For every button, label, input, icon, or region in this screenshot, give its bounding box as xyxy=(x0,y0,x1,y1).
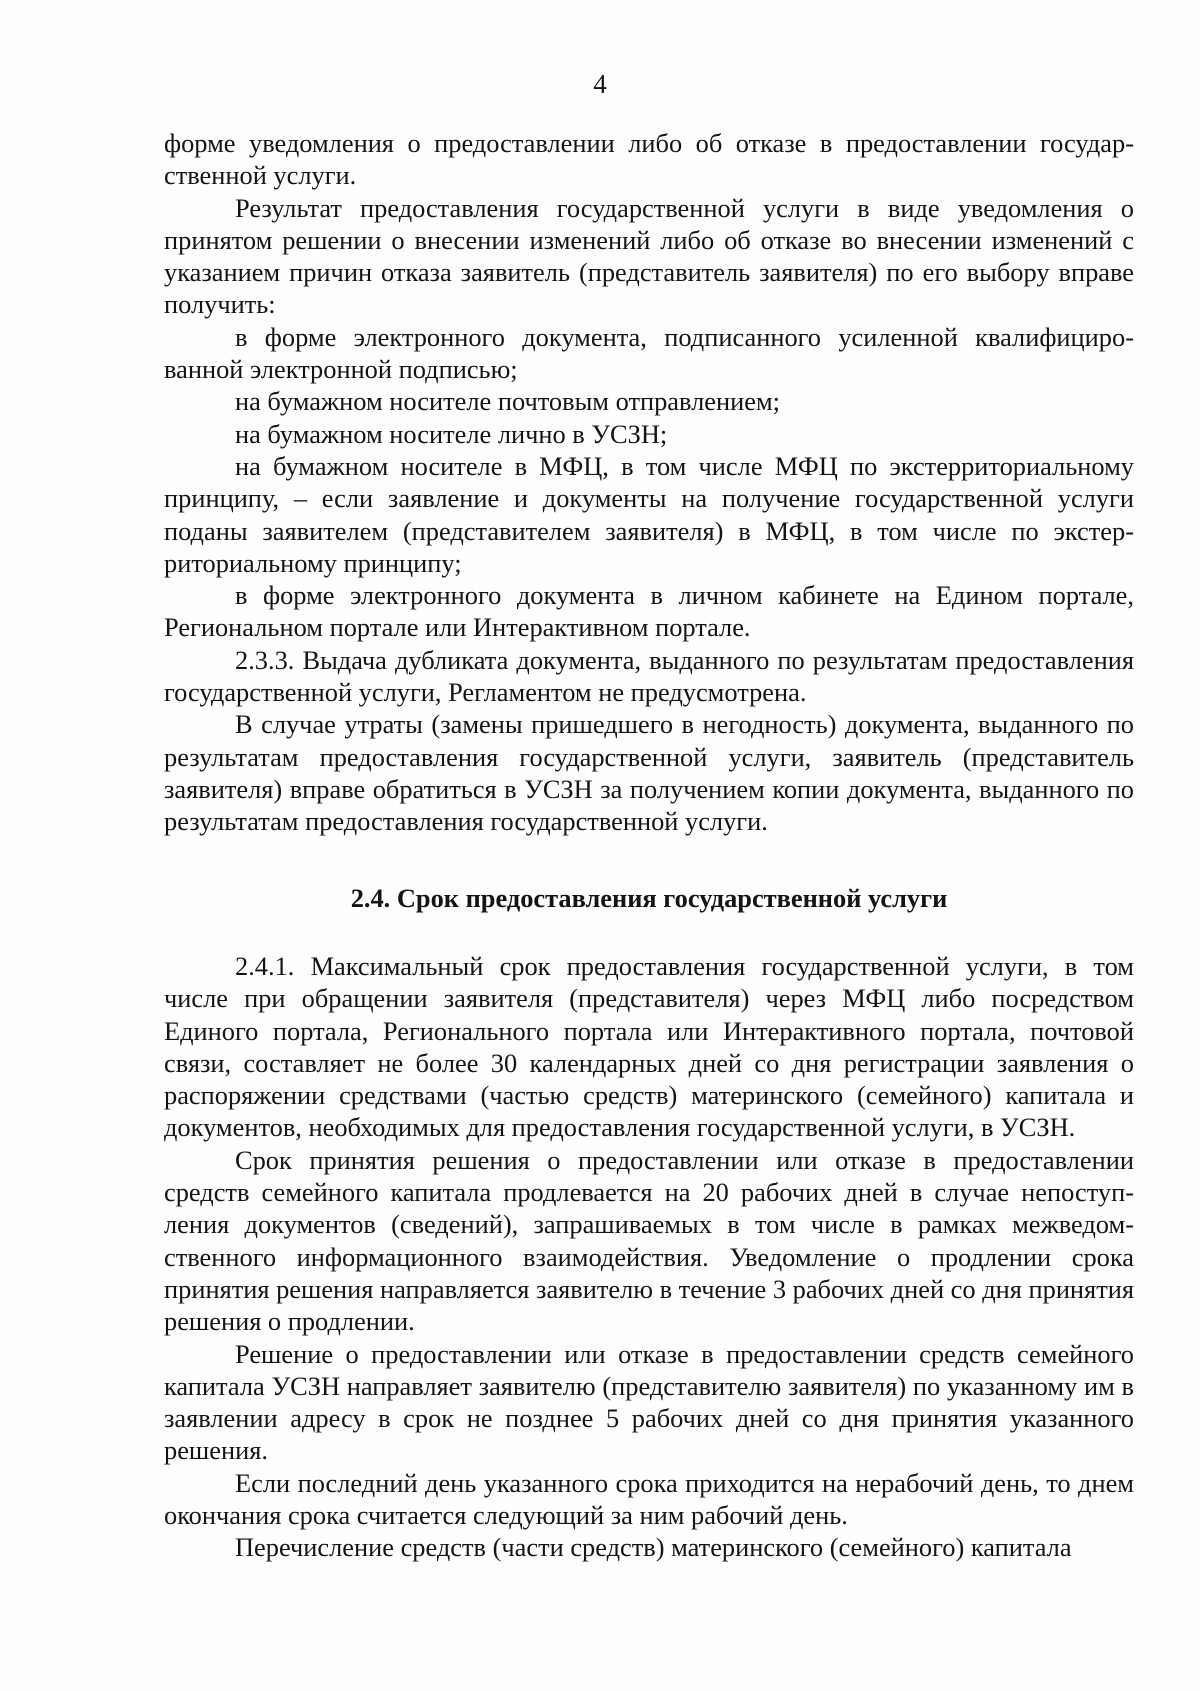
list-item-in-person: на бумажном носителе лично в УСЗН; xyxy=(235,418,668,449)
paragraph-transfer-of-funds: Перечисление средств (части средств) материнского (семейного) капитала xyxy=(235,1532,1072,1563)
paragraph-decision-notice: Решение о предоставлении или отказе в предоставлении средств семейного капитала УСЗН направляет заявителю (представителю заявителя) по указанному им в заявлении адресу в срок не позднее 5 рабочих дней со дня принятия указанного решения. xyxy=(164,1338,1134,1466)
list-item-postal: на бумажном носителе почтовым отправлением; xyxy=(235,386,781,417)
paragraph-extension: Срок принятия решения о предоставлении или отказе в предоставлении средств семейного капитала продлевается на 20 рабочих дней в случае непоступления документов (сведений), запрашиваемых в том числе в рамках межведомственного информационного взаимодействия. Уведомление о продлении срока принятия решения направляется заявителю в течение 3 рабочих дней со дня принятия решения о продлении. xyxy=(164,1144,1134,1337)
list-item-mfc: на бумажном носителе в МФЦ, в том числе МФЦ по экстерриториальному принципу, – если заявление и документы на получение государственной услуги поданы заявителем (представителем заявителя) в МФЦ, в том числе по экстерриториальному принципу; xyxy=(164,450,1134,578)
list-item-electronic-signature: в форме электронного документа, подписанного усиленной квалифицированной электронной подписью; xyxy=(164,321,1134,385)
page-number: 4 xyxy=(593,69,607,99)
paragraph-2-3-3: 2.3.3. Выдача дубликата документа, выданного по результатам предоставления государственной услуги, Регламентом не предусмотрена. xyxy=(164,644,1134,708)
section-2-4-text xyxy=(164,950,1134,1564)
section-2-3-text xyxy=(164,127,1134,838)
paragraph-result-options: Результат предоставления государственной услуги в виде уведомления о принятом решении о внесении изменений либо об отказе во внесении изменений с указанием причин отказа заявитель (представитель заявителя) по его выбору вправе получить: xyxy=(164,192,1134,320)
section-heading-2-4: 2.4. Срок предоставления государственной услуги xyxy=(350,883,948,913)
paragraph-continuation: форме уведомления о предоставлении либо об отказе в предоставлении государственной услуги. xyxy=(164,128,1134,191)
list-item-personal-account: в форме электронного документа в личном кабинете на Едином портале, Региональном портале или Интерактивном портале. xyxy=(164,580,1134,643)
paragraph-loss-of-document: В случае утраты (замены пришедшего в негодность) документа, выданного по результатам предоставления государственной услуги, заявитель (представитель заявителя) вправе обратиться в УСЗН за получением копии документа, выданного по результатам предоставления государственной услуги. xyxy=(164,709,1134,837)
paragraph-2-4-1: 2.4.1. Максимальный срок предоставления государственной услуги, в том числе при обращении заявителя (представителя) через МФЦ либо посредством Единого портала, Регионального портала или Интерактивного портала, почтовой связи, составляет не более 30 календарных дней со дня регистрации заявления о распоряжении средствами (частью средств) материнского (семейного) капитала и документов, необходимых для предоставления государственной услуги, в УСЗН. xyxy=(164,951,1134,1143)
paragraph-non-working-day: Если последний день указанного срока приходится на нерабочий день, то днем окончания срока считается следующий за ним рабочий день. xyxy=(164,1467,1134,1531)
